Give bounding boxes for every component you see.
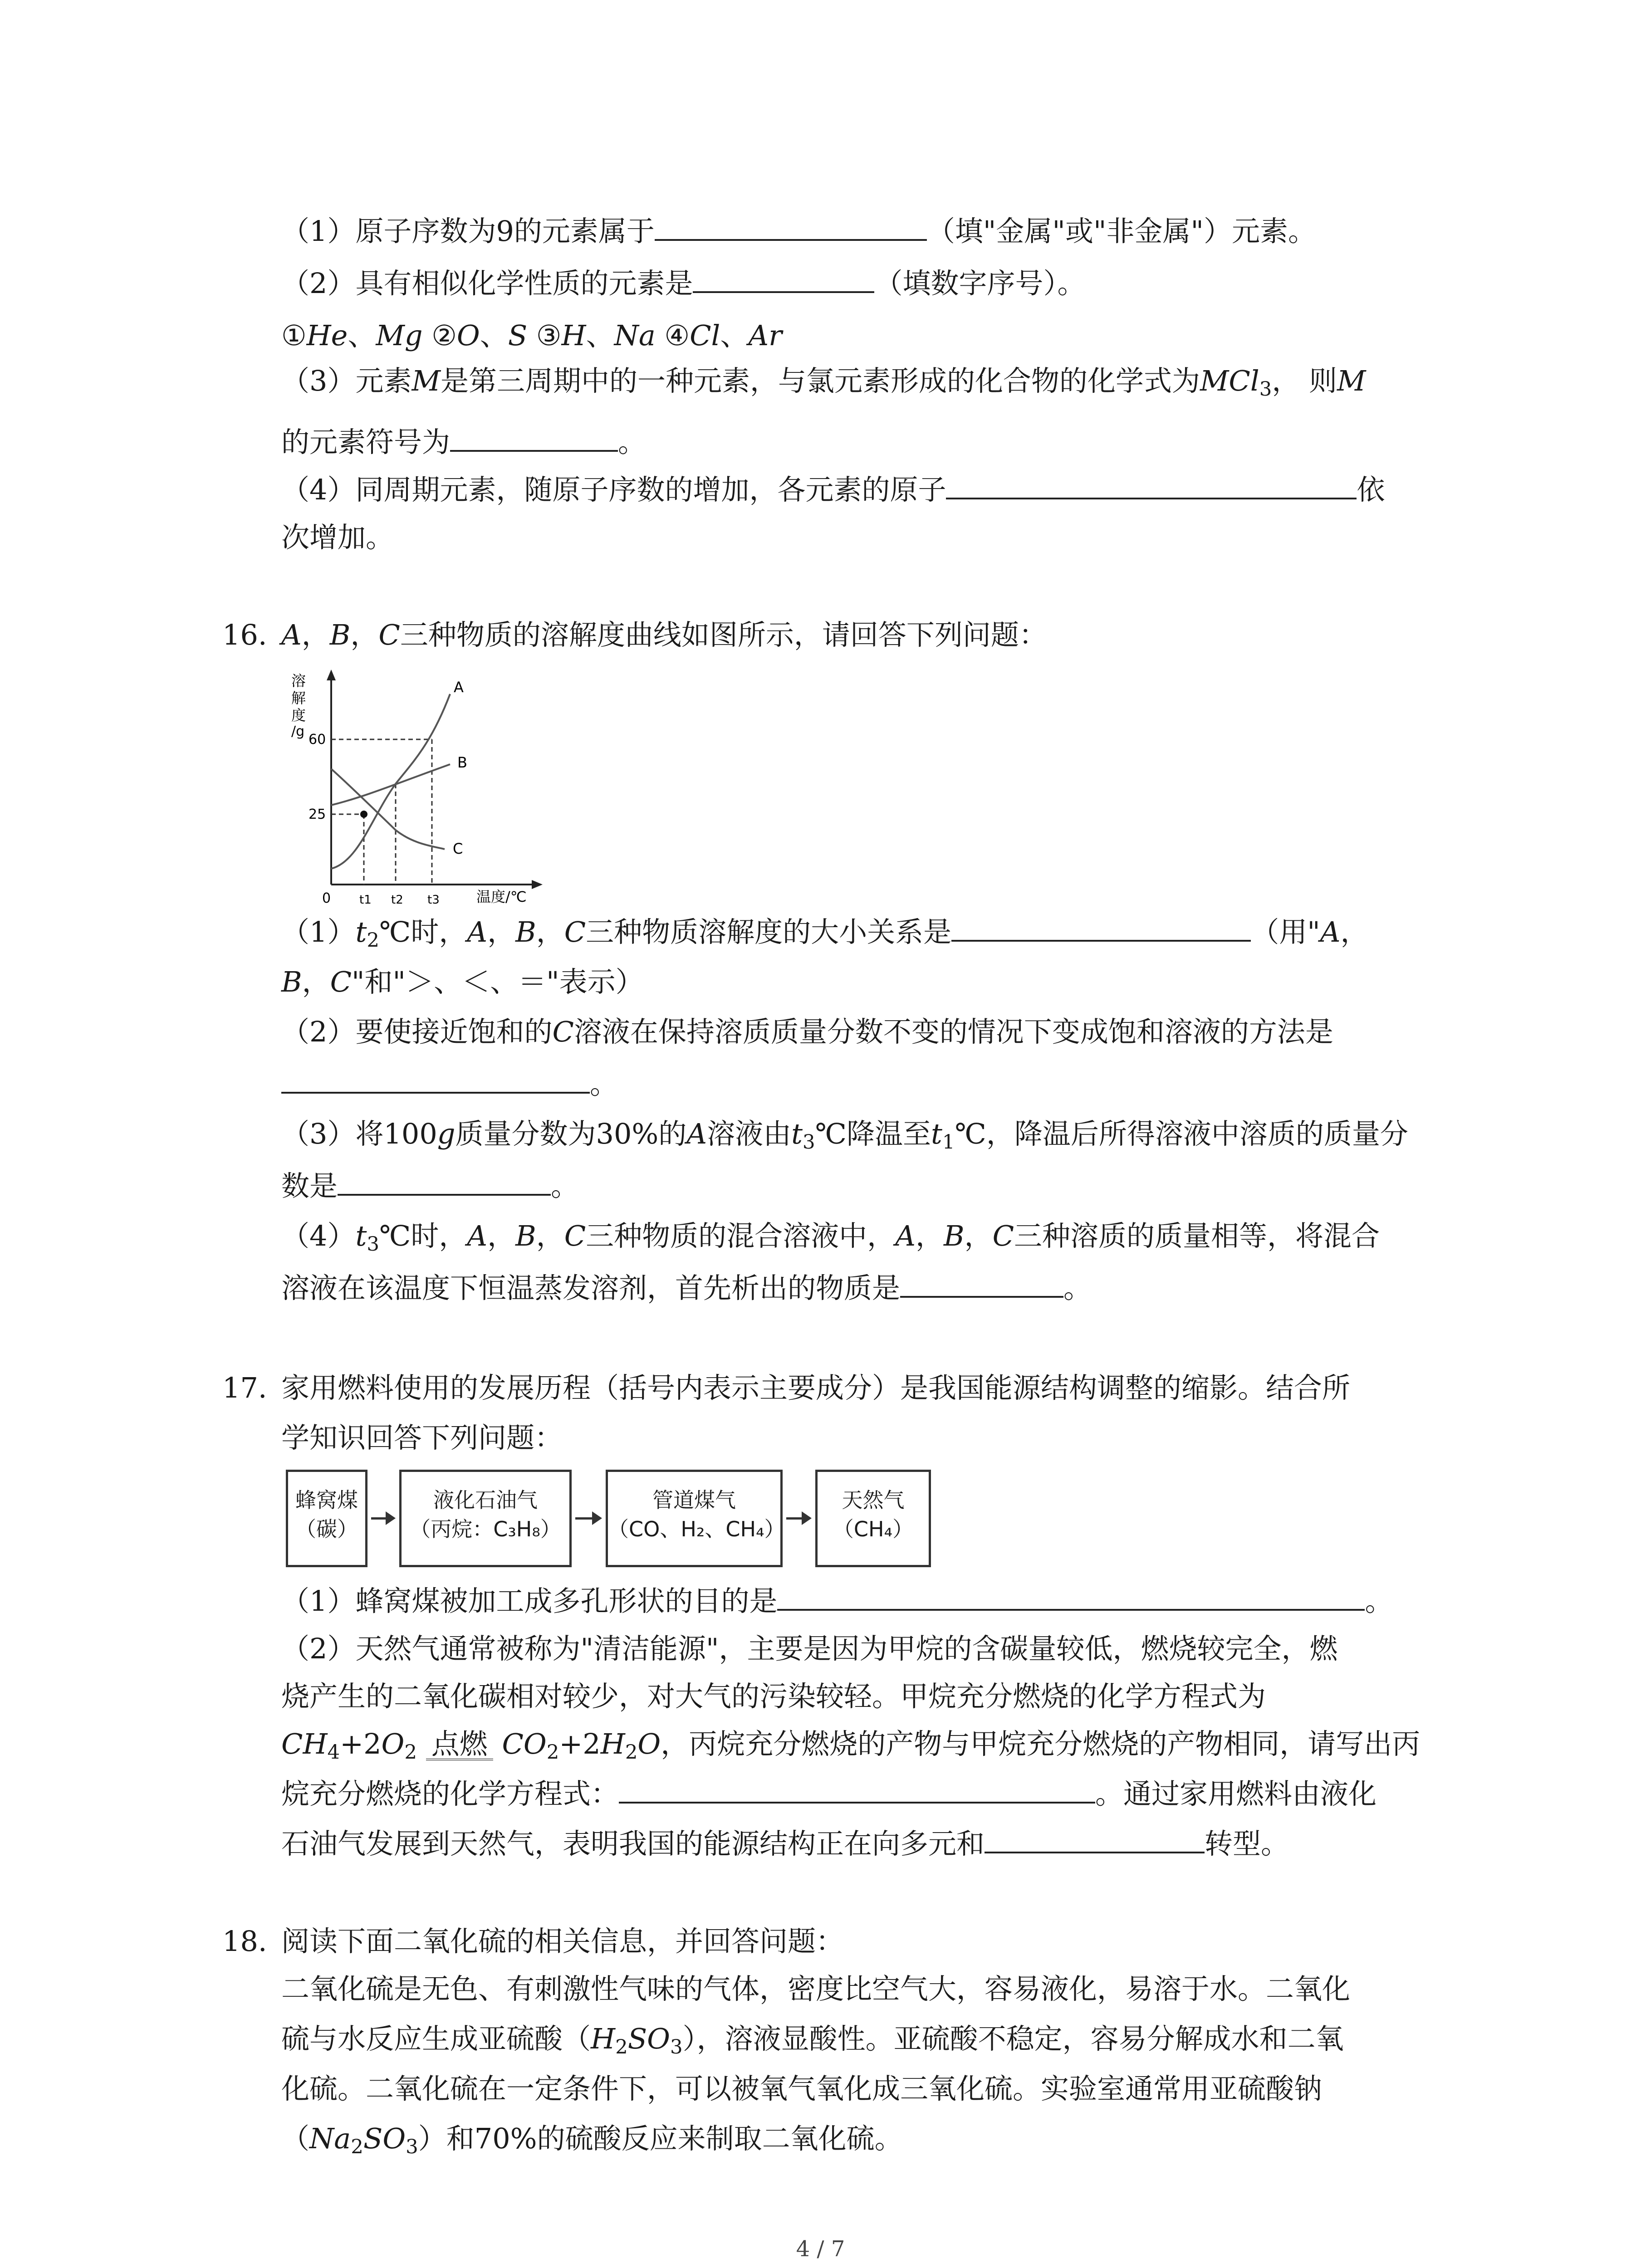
formula-co: CO — [502, 1727, 547, 1760]
ylabel-1: 溶 — [291, 672, 306, 689]
y-axis-arrow — [327, 670, 336, 680]
subscript: 3 — [367, 1232, 379, 1256]
formula-ch: CH — [281, 1727, 328, 1760]
period: 。 — [551, 1169, 579, 1202]
q15-p3b-post: 。 — [618, 425, 647, 459]
separator: ， — [536, 915, 564, 948]
q15-part4-cont — [281, 519, 394, 556]
separator: ， — [915, 1219, 944, 1252]
q15-p3-text: （3）元素 — [281, 364, 412, 397]
symbol-he: He — [306, 319, 348, 352]
q18-passage-line2 — [281, 2021, 1344, 2065]
x-axis-arrow — [532, 880, 543, 889]
separator: ， — [487, 1219, 516, 1252]
q17-p1-text: （1）蜂窝煤被加工成多孔形状的目的是 — [281, 1584, 778, 1618]
letter-b: B — [515, 915, 536, 948]
q17-p2e-post: 转型。 — [1205, 1827, 1289, 1860]
question-number: 17. — [222, 1371, 267, 1404]
xtick-t3: t3 — [427, 893, 440, 907]
letter-a: A — [895, 1219, 916, 1252]
letter-b: B — [281, 965, 302, 998]
q17-p2-blank[interactable] — [619, 1776, 1095, 1804]
q17-p2d-text: 烷充分燃烧的化学方程式： — [281, 1777, 619, 1810]
separator: ， — [301, 618, 330, 651]
q15-part4 — [281, 472, 1385, 508]
letter-a: A — [467, 915, 488, 948]
subscript: 2 — [546, 1740, 559, 1764]
letter-a: A — [281, 618, 302, 651]
q16-part2-cont — [281, 1066, 618, 1102]
q15-p2-blank[interactable] — [693, 266, 874, 293]
symbol-o: O — [456, 319, 480, 352]
q16-p3-mid2: 溶液由 — [707, 1117, 792, 1150]
ylabel-3: 度 — [291, 707, 306, 724]
letter-c: C — [552, 1015, 574, 1048]
letter-a: A — [467, 1219, 488, 1252]
flow-box-lpg — [399, 1470, 572, 1567]
q17-part2-last — [281, 1826, 1289, 1862]
q16-part3 — [281, 1116, 1408, 1160]
q18-l2-text: 硫与水反应生成亚硫酸（ — [281, 2022, 591, 2055]
letter-c: C — [378, 618, 400, 651]
symbol-t: t — [791, 1117, 803, 1150]
flow-box-subtitle: （碳） — [295, 1517, 358, 1541]
symbol-t: t — [355, 915, 367, 948]
period: 。 — [590, 1067, 618, 1100]
subscript: 3 — [670, 2035, 683, 2058]
q16-stem-text: 三种物质的溶解度曲线如图所示，请回答下列问题： — [400, 618, 1047, 651]
q16-p1-blank[interactable] — [951, 914, 1251, 942]
intersection-point — [360, 811, 367, 818]
subscript: 2 — [625, 1740, 638, 1764]
symbol-ar: Ar — [748, 319, 782, 352]
letter-c: C — [992, 1219, 1014, 1252]
q15-p4-text: （4）同周期元素，随原子序数的增加，各元素的原子 — [281, 473, 946, 506]
series-label-b: B — [457, 754, 467, 771]
letter-a: A — [1320, 915, 1341, 948]
symbol-mg: Mg — [376, 319, 423, 352]
ytick-25: 25 — [309, 807, 326, 822]
symbol-h: H — [561, 319, 586, 352]
letter-b: B — [943, 1219, 965, 1252]
q15-p2-text: （2）具有相似化学性质的元素是 — [281, 267, 693, 300]
q16-p3-text: （3）将100 — [281, 1117, 437, 1150]
q17-eq-rest: ，丙烷充分燃烧的产物与甲烷充分燃烧的产物相同，请写出丙 — [661, 1727, 1421, 1760]
formula-so: SO — [363, 2122, 406, 2155]
letter-b: B — [329, 618, 351, 651]
q17-equation-line — [281, 1726, 1420, 1770]
q17-p1-blank[interactable] — [777, 1584, 1365, 1611]
option-3-mark: ③ — [527, 319, 562, 352]
period: 。 — [1365, 1584, 1393, 1618]
solubility-chart — [281, 667, 563, 907]
letter-c: C — [330, 965, 352, 998]
xtick-t2: t2 — [391, 893, 403, 907]
q16-part2 — [281, 1014, 1333, 1050]
q18-passage-line1: 二氧化硫是无色、有刺激性气味的气体，密度比空气大，容易液化，易溶于水。二氧化 — [281, 1972, 1351, 2005]
ylabel-2: 解 — [291, 689, 306, 707]
q15-p1-text: （1）原子序数为9的元素属于 — [281, 215, 655, 248]
formula-o: O — [637, 1727, 661, 1760]
flow-box-subtitle: （CH₄） — [833, 1517, 914, 1541]
paren-open: （ — [281, 2122, 310, 2155]
q17-p2e-text: 石油气发展到天然气，表明我国的能源结构正在向多元和 — [281, 1827, 985, 1860]
q16-p1-text: 三种物质溶解度的大小关系是 — [586, 915, 952, 948]
separator: ， — [1340, 915, 1369, 948]
formula-h: H — [591, 2022, 616, 2055]
q18-stem: 阅读下面二氧化硫的相关信息，并回答问题： — [281, 1925, 844, 1958]
q17-p2d-post: 。通过家用燃料由液化 — [1095, 1777, 1377, 1810]
symbol-m: M — [1337, 364, 1366, 397]
subscript: 4 — [327, 1740, 340, 1764]
flow-arrow — [371, 1517, 394, 1520]
question-number: 16. — [222, 618, 267, 651]
q15-part2 — [281, 265, 1085, 302]
formula-so: SO — [627, 2022, 671, 2055]
q16-part4 — [281, 1218, 1380, 1262]
q18-passage-line3: 化硫。二氧化硫在一定条件下，可以被氧气氧化成三氧化硫。实验室通常用亚硫酸钠 — [281, 2072, 1323, 2105]
subscript: 2 — [351, 2135, 363, 2158]
separator: 、 — [586, 319, 614, 352]
page-number: 4 / 7 — [796, 2236, 845, 2262]
formula-mcl: MCl — [1200, 364, 1259, 397]
letter-c: C — [564, 915, 586, 948]
q16-p1-hint: （用" — [1251, 915, 1320, 948]
q16-part1 — [281, 914, 1369, 958]
q15-p4-post: 依 — [1357, 473, 1385, 506]
flow-arrow — [575, 1517, 600, 1520]
subscript: 2 — [615, 2035, 628, 2058]
flow-box-subtitle: （丙烷：C₃H₈） — [410, 1517, 561, 1541]
flow-box-honeycomb-coal — [286, 1470, 367, 1567]
flow-box-title: 液化石油气 — [433, 1488, 538, 1512]
flow-box-title: 管道煤气 — [652, 1488, 736, 1512]
q16-p3-blank[interactable] — [338, 1168, 551, 1196]
q15-p3-post: ， 则 — [1272, 364, 1337, 397]
q15-p3-mid: 是第三周期中的一种元素，与氯元素形成的化合物的化学式为 — [440, 364, 1200, 397]
origin-label: 0 — [322, 890, 331, 906]
q16-part3-cont — [281, 1168, 579, 1204]
q17-p2-line2: 烧产生的二氧化碳相对较少，对大气的污染较轻。甲烷充分燃烧的化学方程式为 — [281, 1680, 1266, 1713]
q17-part2-eq-prompt — [281, 1776, 1376, 1812]
q16-p2-text: （2）要使接近饱和的 — [281, 1015, 553, 1048]
q18-l4-post: ）和70%的硫酸反应来制取二氧化硫。 — [418, 2122, 903, 2155]
reaction-condition: 点燃 — [426, 1726, 493, 1762]
flow-box-subtitle: （CO、H₂、CH₄） — [608, 1517, 785, 1541]
subscript: 3 — [1259, 377, 1272, 401]
q17-stem-line2: 学知识回答下列问题： — [281, 1421, 563, 1454]
q15-p4b-text: 次增加。 — [281, 521, 394, 554]
q15-p3b-text: 的元素符号为 — [281, 425, 451, 459]
q16-p3b-text: 数是 — [281, 1169, 338, 1202]
q16-p4b-text: 溶液在该温度下恒温蒸发溶剂，首先析出的物质是 — [281, 1271, 901, 1305]
subscript: 2 — [404, 1740, 417, 1764]
subscript: 1 — [942, 1130, 955, 1154]
q15-part3-cont — [281, 424, 646, 460]
flow-box-title: 天然气 — [842, 1488, 905, 1512]
q16-p4-rest: 三种溶质的质量相等，将混合 — [1014, 1219, 1380, 1252]
q15-part1 — [281, 213, 1316, 249]
separator: ， — [302, 965, 330, 998]
q16-p2-blank[interactable] — [281, 1066, 590, 1094]
q17-p3-blank[interactable] — [985, 1826, 1205, 1853]
question-number: 18. — [222, 1925, 267, 1958]
q16-p1b-text: "和"＞、＜、＝"表示） — [352, 965, 644, 998]
q16-p4-mid: ℃时， — [379, 1219, 467, 1252]
coefficient: +2 — [340, 1727, 382, 1760]
ytick-60: 60 — [309, 732, 326, 748]
q16-p3-mid: 质量分数为30%的 — [455, 1117, 687, 1150]
symbol-cl: Cl — [690, 319, 720, 352]
q16-part1-cont — [281, 964, 644, 1000]
symbol-t: t — [931, 1117, 942, 1150]
ylabel-4: /g — [291, 723, 305, 739]
q16-p2-rest: 溶液在保持溶质质量分数不变的情况下变成饱和溶液的方法是 — [573, 1015, 1333, 1048]
q15-p2-hint: （填数字序号）。 — [874, 267, 1086, 300]
period: 。 — [1063, 1271, 1092, 1305]
letter-c: C — [564, 1219, 586, 1252]
curve-c — [331, 769, 445, 849]
q18-passage-line4 — [281, 2121, 903, 2165]
q16-p4-num: （4） — [281, 1219, 356, 1252]
q17-p2-line1: （2）天然气通常被称为"清洁能源"，主要是因为甲烷的含碳量较低，燃烧较完全，燃 — [281, 1632, 1338, 1665]
q16-p3-rest: ℃，降温后所得溶液中溶质的质量分 — [955, 1117, 1408, 1150]
q15-p1-blank[interactable] — [655, 214, 927, 241]
letter-b: B — [515, 1219, 536, 1252]
separator: 、 — [480, 319, 508, 352]
flow-box-pipeline-gas — [606, 1470, 783, 1567]
q15-p1-hint: （填"金属"或"非金属"）元素。 — [926, 215, 1316, 248]
q16-p3-mid3: ℃降温至 — [815, 1117, 931, 1150]
xlabel: 温度/℃ — [476, 888, 527, 905]
separator: 、 — [348, 319, 376, 352]
separator: ， — [350, 618, 379, 651]
subscript: 3 — [406, 2135, 418, 2158]
q16-part4-cont — [281, 1270, 1092, 1306]
formula-o: O — [381, 1727, 405, 1760]
separator: ， — [536, 1219, 564, 1252]
q18-l2-post: ），溶液显酸性。亚硫酸不稳定，容易分解成水和二氧 — [682, 2022, 1344, 2055]
xtick-t1: t1 — [359, 893, 372, 907]
symbol-t: t — [355, 1219, 367, 1252]
q16-p4-blank[interactable] — [900, 1271, 1063, 1298]
flow-box-title: 蜂窝煤 — [295, 1488, 358, 1512]
separator: ， — [964, 1219, 993, 1252]
q16-stem — [281, 617, 1047, 653]
separator: 、 — [720, 319, 749, 352]
subscript: 3 — [803, 1130, 815, 1154]
unit-g: g — [437, 1117, 456, 1150]
formula-na: Na — [309, 2122, 351, 2155]
q15-part3 — [281, 363, 1366, 407]
coefficient: +2 — [559, 1727, 601, 1760]
letter-a: A — [686, 1117, 707, 1150]
option-2-mark: ② — [422, 319, 457, 352]
q15-p3-blank[interactable] — [450, 425, 618, 452]
formula-h: H — [600, 1727, 625, 1760]
q17-part1 — [281, 1583, 1393, 1619]
symbol-s: S — [508, 319, 528, 352]
q15-options — [281, 318, 782, 354]
q16-p1-mid: ℃时， — [379, 915, 467, 948]
symbol-m: M — [411, 364, 441, 397]
subscript: 2 — [367, 929, 379, 952]
option-1-mark: ① — [281, 319, 307, 352]
q17-stem-line1: 家用燃料使用的发展历程（括号内表示主要成分）是我国能源结构调整的缩影。结合所 — [281, 1371, 1351, 1404]
q15-p4-blank[interactable] — [946, 472, 1357, 499]
series-label-a: A — [454, 679, 464, 696]
q16-p4-mid2: 三种物质的混合溶液中， — [586, 1219, 896, 1252]
option-4-mark: ④ — [655, 319, 690, 352]
q16-p1-num: （1） — [281, 915, 356, 948]
flow-box-natural-gas — [815, 1470, 931, 1567]
series-label-c: C — [453, 840, 463, 857]
separator: ， — [487, 915, 516, 948]
symbol-na: Na — [614, 319, 656, 352]
flow-arrow — [786, 1517, 810, 1520]
